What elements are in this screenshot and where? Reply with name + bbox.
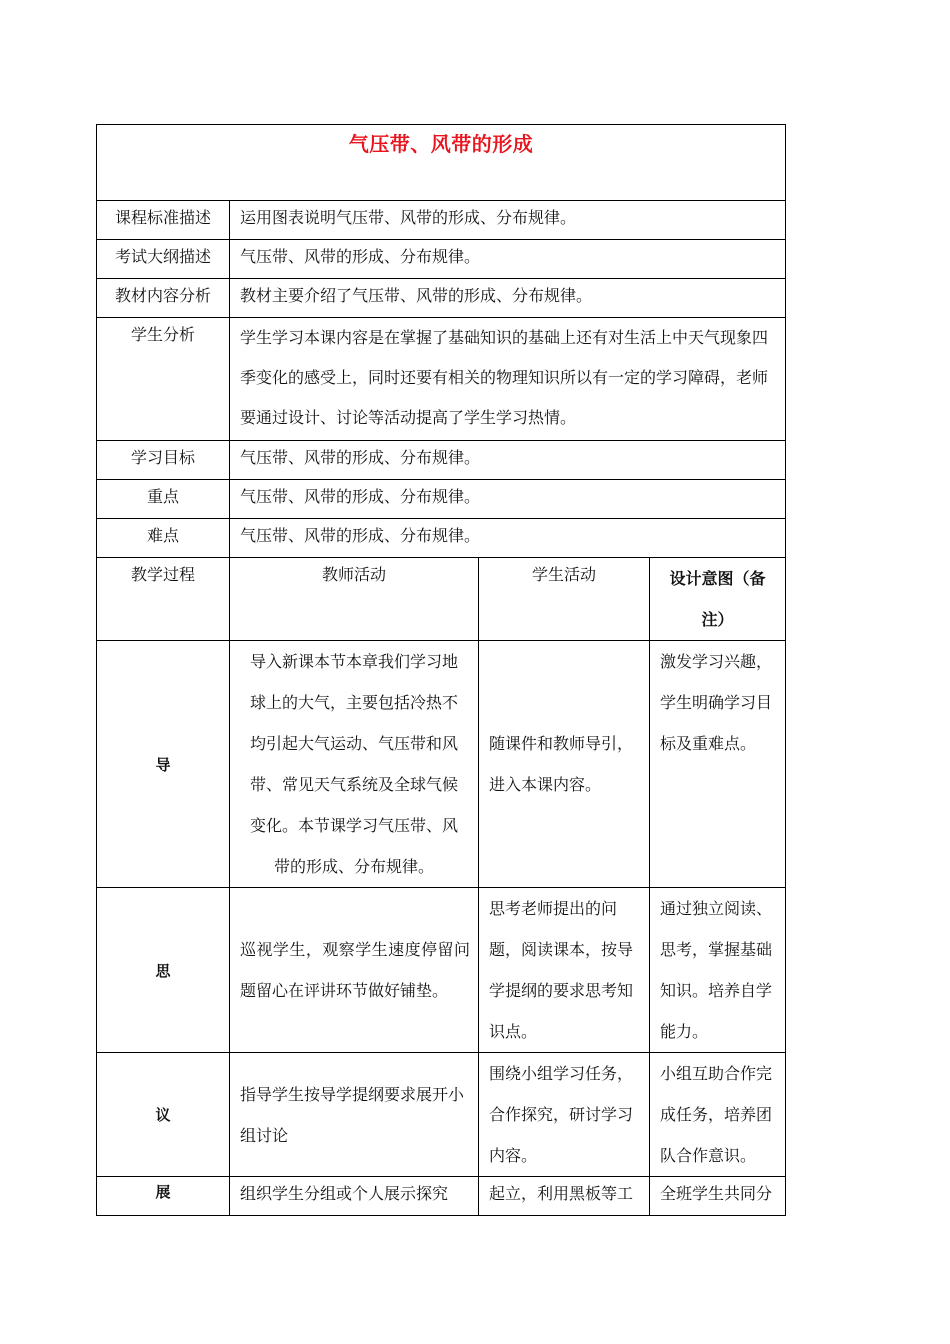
teacher-activity: 导入新课本节本章我们学习地球上的大气，主要包括冷热不均引起大气运动、气压带和风带、常见天气系统及全球气候变化。本节课学习气压带、风带的形成、分布规律。 <box>230 641 479 888</box>
info-label: 教材内容分析 <box>97 279 230 318</box>
info-label: 考试大纲描述 <box>97 240 230 279</box>
student-activity: 起立，利用黑板等工 <box>479 1177 650 1216</box>
stage-label: 思 <box>97 888 230 1053</box>
info-value: 学生学习本课内容是在掌握了基础知识的基础上还有对生活上中天气现象四季变化的感受上，同时还要有相关的物理知识所以有一定的学习障碍，老师要通过设计、讨论等活动提高了学生学习热情。 <box>230 318 786 441</box>
student-activity: 随课件和教师导引，进入本课内容。 <box>479 641 650 888</box>
student-activity: 围绕小组学习任务，合作探究，研讨学习内容。 <box>479 1053 650 1177</box>
info-value: 运用图表说明气压带、风带的形成、分布规律。 <box>230 201 786 240</box>
page-title: 气压带、风带的形成 <box>348 132 534 156</box>
info-row <box>97 201 786 240</box>
info-label: 难点 <box>97 519 230 558</box>
info-label: 课程标准描述 <box>97 201 230 240</box>
header-teacher: 教师活动 <box>230 558 479 641</box>
title-row <box>97 125 786 201</box>
stage-label: 展 <box>97 1177 230 1216</box>
info-value: 气压带、风带的形成、分布规律。 <box>230 480 786 519</box>
info-row <box>97 279 786 318</box>
stage-label: 导 <box>97 641 230 888</box>
stage-label: 议 <box>97 1053 230 1177</box>
info-row <box>97 240 786 279</box>
student-activity: 思考老师提出的问题，阅读课本，按导学提纲的要求思考知识点。 <box>479 888 650 1053</box>
header-stage: 教学过程 <box>97 558 230 641</box>
info-row <box>97 519 786 558</box>
info-value: 气压带、风带的形成、分布规律。 <box>230 441 786 480</box>
title-cell <box>97 125 786 201</box>
info-row <box>97 480 786 519</box>
info-label: 重点 <box>97 480 230 519</box>
process-row <box>97 1177 786 1216</box>
info-value: 气压带、风带的形成、分布规律。 <box>230 240 786 279</box>
info-value: 气压带、风带的形成、分布规律。 <box>230 519 786 558</box>
info-label: 学生分析 <box>97 318 230 441</box>
process-row <box>97 888 786 1053</box>
teacher-activity: 巡视学生，观察学生速度停留问题留心在评讲环节做好铺垫。 <box>230 888 479 1053</box>
info-label: 学习目标 <box>97 441 230 480</box>
lesson-plan <box>96 124 785 1216</box>
header-student: 学生活动 <box>479 558 650 641</box>
process-row <box>97 641 786 888</box>
design-intent: 激发学习兴趣，学生明确学习目标及重难点。 <box>650 641 786 888</box>
teacher-activity: 指导学生按导学提纲要求展开小组讨论 <box>230 1053 479 1177</box>
process-row <box>97 1053 786 1177</box>
design-intent: 通过独立阅读、思考，掌握基础知识。培养自学能力。 <box>650 888 786 1053</box>
header-intent: 设计意图（备注） <box>650 558 786 641</box>
teacher-activity: 组织学生分组或个人展示探究 <box>230 1177 479 1216</box>
design-intent: 全班学生共同分 <box>650 1177 786 1216</box>
info-row <box>97 441 786 480</box>
info-row <box>97 318 786 441</box>
design-intent: 小组互助合作完成任务，培养团队合作意识。 <box>650 1053 786 1177</box>
info-value: 教材主要介绍了气压带、风带的形成、分布规律。 <box>230 279 786 318</box>
process-header-row <box>97 558 786 641</box>
lesson-plan-table <box>96 124 786 1216</box>
